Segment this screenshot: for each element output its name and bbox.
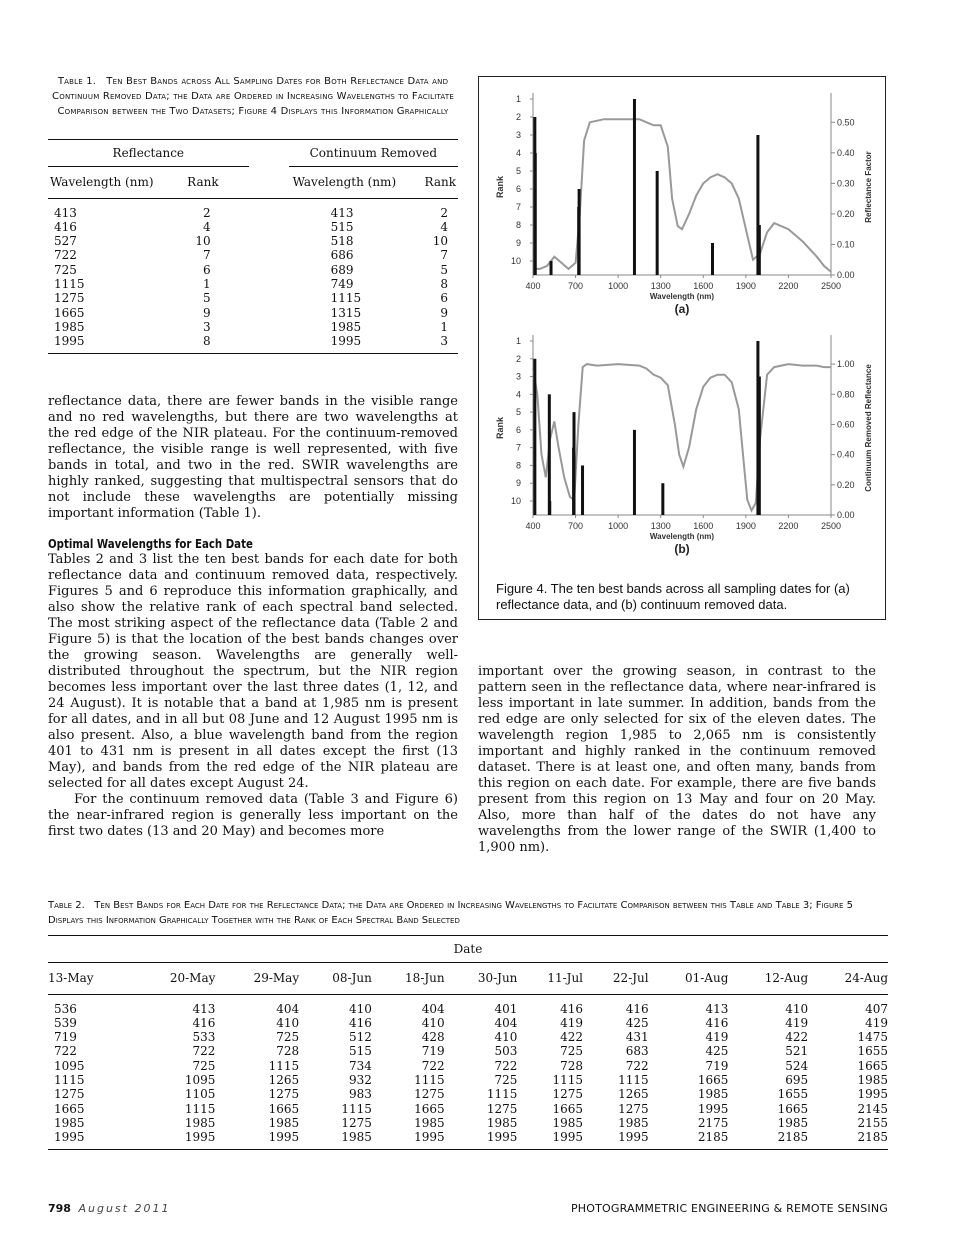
rank-tick-label: 10 — [510, 256, 521, 266]
table2-cell: 404 — [276, 1001, 300, 1016]
y2-tick-label: 0.10 — [837, 239, 855, 250]
table2-cell: 722 — [192, 1044, 216, 1059]
table1-cell: 7 — [440, 248, 448, 263]
table2-cell: 1275 — [486, 1101, 518, 1116]
table2-group-date: Date — [453, 942, 483, 956]
table1-col-wavelength-1: Wavelength (nm) — [50, 175, 154, 190]
y2-tick-label: 0.80 — [837, 389, 855, 400]
table1-col-wavelength-2: Wavelength (nm) — [292, 175, 397, 190]
rank-bar — [758, 225, 761, 275]
x-tick-label: 400 — [525, 281, 541, 291]
table2-cell: 422 — [560, 1030, 584, 1045]
table1-cell: 1985 — [330, 319, 362, 334]
x-tick-label: 700 — [568, 281, 584, 291]
table1-cell: 689 — [330, 262, 354, 277]
y2-tick-label: 0.50 — [837, 117, 855, 128]
table2 — [48, 935, 888, 1150]
table1-cell: 4 — [202, 219, 211, 234]
table2-cell: 1995 — [414, 1130, 445, 1145]
x-tick-label: 1600 — [693, 281, 714, 291]
rank-tick-label: 8 — [515, 220, 521, 230]
table1-cell: 9 — [440, 305, 448, 320]
table2-row — [48, 1016, 888, 1030]
table2-cell: 1655 — [777, 1087, 809, 1102]
rank-tick-label: 4 — [515, 148, 521, 158]
page-number: 798 — [48, 1202, 71, 1215]
table2-cell: 410 — [785, 1001, 809, 1016]
table1-caption — [48, 74, 458, 119]
table2-row — [48, 1002, 888, 1016]
table2-cell: 1665 — [552, 1101, 584, 1116]
rank-tick-label: 2 — [515, 353, 521, 364]
table2-cell: 404 — [421, 1001, 445, 1016]
section-heading: Optimal Wavelengths for Each Date — [48, 537, 253, 551]
table2-cell: 1665 — [54, 1101, 85, 1116]
table2-cell: 512 — [348, 1030, 372, 1045]
table2-cell: 410 — [421, 1015, 445, 1030]
table1-cell: 686 — [330, 248, 354, 263]
table2-cell: 425 — [625, 1015, 649, 1030]
figure-4-chart — [479, 77, 885, 577]
table2-cell: 725 — [494, 1073, 518, 1088]
table2-cell: 1095 — [54, 1058, 85, 1073]
table2-cell: 539 — [54, 1015, 77, 1030]
rank-tick-label: 9 — [515, 238, 521, 248]
table2-cell: 1995 — [697, 1101, 729, 1116]
rank-tick-label: 3 — [515, 371, 521, 382]
rank-bar — [534, 153, 537, 275]
rank-bar — [578, 189, 581, 275]
table1-cell: 1115 — [54, 277, 85, 292]
paragraph-3: For the continuum removed data (Table 3 and Figure 6) the near-infrared region is generally less important on the first two dates (13 and 20 May) and becomes more — [48, 792, 458, 839]
table1-row — [48, 306, 458, 320]
y2-tick-label: 0.00 — [837, 270, 855, 280]
rank-bar — [573, 412, 576, 515]
table2-cell: 419 — [865, 1015, 888, 1030]
table2-cell: 1275 — [54, 1087, 85, 1102]
rank-bar — [661, 483, 664, 515]
rank-bar — [548, 394, 551, 515]
table2-cell: 524 — [785, 1058, 809, 1073]
table1-grid — [48, 139, 458, 354]
table1-cell: 413 — [330, 205, 354, 220]
table2-cell: 1985 — [618, 1115, 649, 1130]
table1-cell: 6 — [440, 291, 448, 306]
table2-col-header: 22-Jul — [612, 971, 649, 986]
rank-tick-label: 8 — [515, 460, 521, 471]
y2-axis-label: Reflectance Factor — [864, 151, 873, 223]
table2-cell: 425 — [705, 1044, 729, 1059]
table2-cell: 1665 — [697, 1073, 729, 1088]
rank-tick-label: 5 — [515, 166, 521, 176]
y2-tick-label: 1.00 — [837, 359, 855, 370]
paragraph-1: reflectance data, there are fewer bands in the visible range and no red wavelengths, but there are two wavelengths at the red edge of the NIR plateau. For the continuum-removed reflectance, the visible range is well represented, with five bands in total, and two in the red. SWIR wavelengths are highly ranked, suggesting that multispectral sensors that do not include these wavelengths are potentially missing important information (Table 1). — [48, 394, 458, 521]
table2-cell: 416 — [705, 1015, 729, 1030]
table2-cell: 1985 — [697, 1087, 729, 1102]
table2-col-header: 12-Aug — [764, 971, 809, 986]
table2-cell: 401 — [494, 1001, 518, 1016]
x-tick-label: 1600 — [693, 521, 714, 531]
table1-cell: 1115 — [330, 291, 362, 306]
x-tick-label: 2200 — [778, 281, 799, 291]
table1-label: Table 1. — [57, 76, 97, 87]
table1-cell: 515 — [330, 219, 354, 234]
rank-tick-label: 1 — [515, 336, 521, 346]
figure-4-frame — [478, 76, 886, 620]
table2-cell: 1985 — [486, 1115, 518, 1130]
table1-col-rank-1: Rank — [187, 175, 219, 190]
table2-cell: 1115 — [618, 1073, 649, 1088]
x-tick-label: 1900 — [735, 521, 756, 531]
table1-row — [48, 206, 458, 220]
table2-cell: 1985 — [552, 1115, 584, 1130]
left-column — [48, 394, 458, 840]
table1-row — [48, 263, 458, 277]
table2-cell: 1665 — [268, 1101, 300, 1116]
table1-cell: 725 — [54, 262, 77, 277]
x-tick-label: 1900 — [735, 281, 756, 291]
table2-cell: 416 — [192, 1015, 216, 1030]
table2-caption — [48, 898, 888, 928]
rank-bar — [533, 359, 536, 515]
table2-cell: 419 — [560, 1015, 584, 1030]
rank-tick-label: 6 — [515, 424, 521, 435]
x-axis-label: Wavelength (nm) — [649, 292, 715, 301]
table1-cell: 8 — [202, 334, 211, 349]
table1-cell: 518 — [330, 234, 354, 249]
table1-cell: 1985 — [54, 319, 85, 334]
table1-cell: 6 — [202, 262, 211, 277]
table2-cell: 413 — [705, 1001, 729, 1016]
y2-tick-label: 0.20 — [837, 208, 855, 219]
table2-cell: 719 — [421, 1044, 445, 1059]
journal-name: PHOTOGRAMMETRIC ENGINEERING & REMOTE SENSING — [570, 1202, 888, 1215]
table2-cell: 1275 — [268, 1087, 300, 1102]
rank-bar — [581, 465, 584, 515]
table1-cell: 2 — [202, 205, 211, 220]
x-tick-label: 1000 — [608, 281, 629, 291]
table2-cell: 719 — [705, 1058, 729, 1073]
table2-col-header: 13-May — [48, 971, 94, 986]
rank-bar — [656, 171, 659, 275]
table2-cell: 416 — [348, 1015, 372, 1030]
table1-cell: 1275 — [54, 291, 85, 306]
table2-cell: 1115 — [486, 1087, 518, 1102]
table2-cell: 1985 — [414, 1115, 445, 1130]
table2-cell: 722 — [421, 1058, 445, 1073]
rank-tick-label: 6 — [515, 184, 521, 194]
table2-cell: 725 — [560, 1044, 584, 1059]
table2-cell: 695 — [785, 1073, 809, 1088]
table2-row — [48, 1130, 888, 1144]
table2-cell: 422 — [785, 1030, 809, 1045]
table2-cell: 1985 — [341, 1130, 372, 1145]
x-tick-label: 2500 — [820, 281, 842, 291]
table2-cell: 2155 — [857, 1115, 888, 1130]
table1 — [48, 139, 458, 354]
table1-cell: 413 — [54, 205, 77, 220]
table2-cell: 1115 — [341, 1101, 372, 1116]
table1-cell: 527 — [54, 234, 77, 249]
table2-cell: 932 — [348, 1073, 372, 1088]
table2-cell: 503 — [494, 1044, 518, 1059]
table1-cell: 2 — [440, 205, 448, 220]
table2-cell: 1265 — [618, 1087, 649, 1102]
table2-cell: 1665 — [414, 1101, 445, 1116]
table2-cell: 1115 — [268, 1058, 300, 1073]
table2-cell: 2145 — [857, 1101, 888, 1116]
rank-bar — [550, 261, 553, 275]
table1-cell: 3 — [202, 319, 211, 334]
table2-cell: 734 — [348, 1058, 372, 1073]
table2-cell: 1665 — [777, 1101, 809, 1116]
table2-cell: 722 — [625, 1058, 649, 1073]
rank-bar — [548, 501, 551, 515]
table2-row — [48, 1044, 888, 1058]
table1-cell: 416 — [54, 219, 77, 234]
table1-row — [48, 291, 458, 305]
table2-cell: 2185 — [857, 1130, 888, 1145]
y2-tick-label: 0.40 — [837, 147, 855, 158]
table2-cell: 722 — [494, 1058, 518, 1073]
table2-row — [48, 1116, 888, 1130]
table1-cell: 3 — [440, 334, 448, 349]
table2-row — [48, 1030, 888, 1044]
y2-tick-label: 0.20 — [837, 479, 855, 490]
table1-group-reflectance: Reflectance — [112, 146, 185, 160]
table1-cell: 722 — [54, 248, 77, 263]
rank-tick-label: 3 — [515, 130, 521, 140]
table2-cell: 413 — [192, 1001, 216, 1016]
x-axis-label: Wavelength (nm) — [649, 532, 715, 541]
table2-cell: 719 — [54, 1030, 77, 1045]
table1-cell: 1 — [440, 319, 448, 334]
table1-cell: 5 — [440, 262, 448, 277]
rank-bar — [633, 430, 636, 515]
table2-col-header: 20-May — [169, 971, 216, 986]
rank-tick-label: 4 — [515, 389, 521, 400]
paragraph-2: Tables 2 and 3 list the ten best bands for each date for both reflectance data and continuum removed data, respectively. Figures 5 and 6 reproduce this information graphically, and also show the relative rank of each spectral band selected. The most striking aspect of the reflectance data (Table 2 and Figure 5) is that the location of the best bands changes over the growing season. Wavelengths are generally well-distributed throughout the spectrum, but the NIR region becomes less important over the last three dates (1, 12, and 24 August). It is notable that a band at 1,985 nm is present for all dates, and in all but 08 June and 12 August 1995 nm is also present. Also, a blue wavelength band from the region 401 to 431 nm is present in all dates except the first (13 May), and bands from the red edge of the NIR plateau are selected for all dates except August 24. — [48, 552, 458, 791]
table1-row — [48, 248, 458, 262]
table2-cell: 410 — [348, 1001, 372, 1016]
rank-bar — [711, 243, 714, 275]
table1-cell: 1665 — [54, 305, 85, 320]
table2-cell: 1115 — [54, 1073, 85, 1088]
rank-tick-label: 2 — [515, 112, 521, 122]
table2-col-header: 18-Jun — [405, 971, 445, 986]
table2-cell: 1985 — [857, 1073, 888, 1088]
table1-row — [48, 334, 458, 348]
table2-cell: 407 — [865, 1001, 888, 1016]
table2-cell: 1275 — [552, 1087, 584, 1102]
table2-col-header: 08-Jun — [332, 971, 372, 986]
table1-row — [48, 234, 458, 248]
table2-cell: 1985 — [268, 1115, 300, 1130]
rank-tick-label: 9 — [515, 478, 521, 489]
table1-group-continuum: Continuum Removed — [309, 146, 438, 160]
table2-cell: 1995 — [486, 1130, 518, 1145]
table2-label: Table 2. — [48, 900, 85, 911]
table2-cell: 1475 — [857, 1030, 888, 1045]
spectrum-curve — [533, 364, 831, 510]
issue-date: August 2011 — [78, 1202, 171, 1215]
table1-cell: 1995 — [54, 334, 85, 349]
table1-col-rank-2: Rank — [424, 175, 456, 190]
y2-tick-label: 0.60 — [837, 419, 855, 430]
table2-cell: 725 — [276, 1030, 300, 1045]
table2-cell: 1115 — [184, 1101, 216, 1116]
table1-row — [48, 320, 458, 334]
table1-cell: 749 — [330, 277, 354, 292]
rank-axis-label: Rank — [495, 175, 505, 199]
table2-cell: 536 — [54, 1001, 77, 1016]
rank-bar — [633, 99, 636, 275]
table2-cell: 1095 — [184, 1073, 216, 1088]
table2-cell: 2185 — [777, 1130, 809, 1145]
table2-cell: 428 — [421, 1030, 445, 1045]
footer-left — [48, 1202, 170, 1215]
table2-cell: 404 — [494, 1015, 518, 1030]
table2-cell: 2175 — [697, 1115, 729, 1130]
table2-cell: 728 — [560, 1058, 584, 1073]
table2-cell: 1995 — [184, 1130, 216, 1145]
table2-cell: 416 — [560, 1001, 584, 1016]
rank-tick-label: 7 — [515, 202, 521, 212]
table2-cell: 725 — [192, 1058, 216, 1073]
table2-cell: 533 — [192, 1030, 216, 1045]
table2-cell: 419 — [705, 1030, 729, 1045]
table2-cell: 683 — [625, 1044, 649, 1059]
table2-cell: 1115 — [414, 1073, 445, 1088]
rank-bar — [758, 377, 761, 515]
x-tick-label: 700 — [568, 521, 584, 531]
table2-row — [48, 1059, 888, 1073]
panel-label: (b) — [674, 542, 690, 556]
table1-cell: 10 — [195, 234, 211, 249]
table2-cell: 1115 — [552, 1073, 584, 1088]
table2-caption-text: Ten Best Bands for Each Date for the Reflectance Data; the Data are Ordered in Increasing Wavelengths to Facilitate Comparison between this Table and Table 3; Figure 5 Displays this Information Graphically Together with the Rank of Each Spectral Band Selected — [48, 900, 853, 926]
y2-tick-label: 0.00 — [837, 510, 855, 520]
table2-cell: 1995 — [857, 1087, 888, 1102]
table2-cell: 419 — [785, 1015, 809, 1030]
table2-cell: 1275 — [341, 1115, 372, 1130]
table2-cell: 1985 — [184, 1115, 216, 1130]
table2-cell: 1105 — [184, 1087, 216, 1102]
table2-cell: 2185 — [697, 1130, 729, 1145]
table2-cell: 515 — [348, 1044, 372, 1059]
table2-cell: 410 — [494, 1030, 518, 1045]
table2-cell: 431 — [625, 1030, 649, 1045]
y2-tick-label: 0.40 — [837, 449, 855, 460]
table2-grid — [48, 935, 888, 1150]
table1-cell: 1315 — [330, 305, 362, 320]
table1-caption-text: Ten Best Bands across All Sampling Dates for Both Reflectance Data and Continuum Removed Data; the Data are Ordered in Increasing Wavelengths to Facilitate Comparison between the Two Datasets; Figure 4 Displays this Information Graphically — [52, 76, 454, 117]
table2-cell: 1985 — [54, 1115, 85, 1130]
table2-cell: 1985 — [777, 1115, 809, 1130]
table2-cell: 1995 — [552, 1130, 584, 1145]
table1-cell: 8 — [440, 277, 448, 292]
table2-cell: 1995 — [54, 1130, 85, 1145]
table1-cell: 7 — [202, 248, 211, 263]
x-tick-label: 2500 — [820, 521, 842, 531]
table1-cell: 10 — [432, 234, 448, 249]
table2-row — [48, 1087, 888, 1101]
table1-cell: 1995 — [330, 334, 362, 349]
table2-row — [48, 1102, 888, 1116]
table1-cell: 1 — [202, 277, 211, 292]
table2-cell: 1655 — [857, 1044, 888, 1059]
table2-col-header: 24-Aug — [844, 971, 888, 986]
table2-cell: 1265 — [268, 1073, 300, 1088]
table2-cell: 1275 — [414, 1087, 445, 1102]
x-tick-label: 1000 — [608, 521, 629, 531]
paragraph-4: important over the growing season, in contrast to the pattern seen in the reflectance data, where near-infrared is less important in late summer. In addition, bands from the red edge are only selected for six of the eleven dates. The wavelength region 1,985 to 2,065 nm is consistently important and highly ranked in the continuum removed dataset. There is at least one, and often many, bands from this region on each date. For example, there are five bands present from this region on 13 May and four on 20 May. Also, more than half of the dates do not have any wavelengths from the lower range of the SWIR (1,400 to 1,900 nm). — [478, 664, 876, 855]
rank-tick-label: 7 — [515, 442, 521, 453]
table2-col-header: 30-Jun — [477, 971, 518, 986]
rank-tick-label: 10 — [510, 496, 521, 506]
rank-tick-label: 1 — [515, 94, 521, 104]
table1-cell: 9 — [202, 305, 211, 320]
x-tick-label: 1300 — [650, 281, 671, 291]
rank-axis-label: Rank — [495, 416, 505, 440]
table2-cell: 983 — [348, 1087, 372, 1102]
figure-4-caption: Figure 4. The ten best bands across all sampling dates for (a) reflectance data, and (b) continuum removed data. — [496, 581, 850, 612]
panel-label: (a) — [674, 302, 690, 316]
x-tick-label: 1300 — [650, 521, 671, 531]
table2-col-header: 11-Jul — [547, 971, 584, 986]
table2-cell: 410 — [276, 1015, 300, 1030]
table1-row — [48, 220, 458, 234]
table2-cell: 416 — [625, 1001, 649, 1016]
table2-cell: 1275 — [618, 1101, 649, 1116]
table2-col-header: 29-May — [253, 971, 300, 986]
table2-cell: 728 — [276, 1044, 300, 1059]
table2-cell: 1995 — [268, 1130, 300, 1145]
rank-tick-label: 5 — [515, 407, 521, 418]
x-tick-label: 400 — [525, 521, 541, 531]
table1-cell: 4 — [440, 219, 448, 234]
table2-cell: 521 — [785, 1044, 809, 1059]
table2-cell: 1665 — [857, 1058, 888, 1073]
x-tick-label: 2200 — [778, 521, 799, 531]
table2-row — [48, 1073, 888, 1087]
table2-cell: 1995 — [618, 1130, 649, 1145]
y2-tick-label: 0.30 — [837, 178, 855, 189]
table2-cell: 722 — [54, 1044, 77, 1059]
table1-row — [48, 277, 458, 291]
table1-cell: 5 — [202, 291, 211, 306]
table2-col-header: 01-Aug — [684, 971, 729, 986]
y2-axis-label: Continuum Removed Reflectance — [864, 364, 873, 492]
right-column — [478, 664, 876, 856]
